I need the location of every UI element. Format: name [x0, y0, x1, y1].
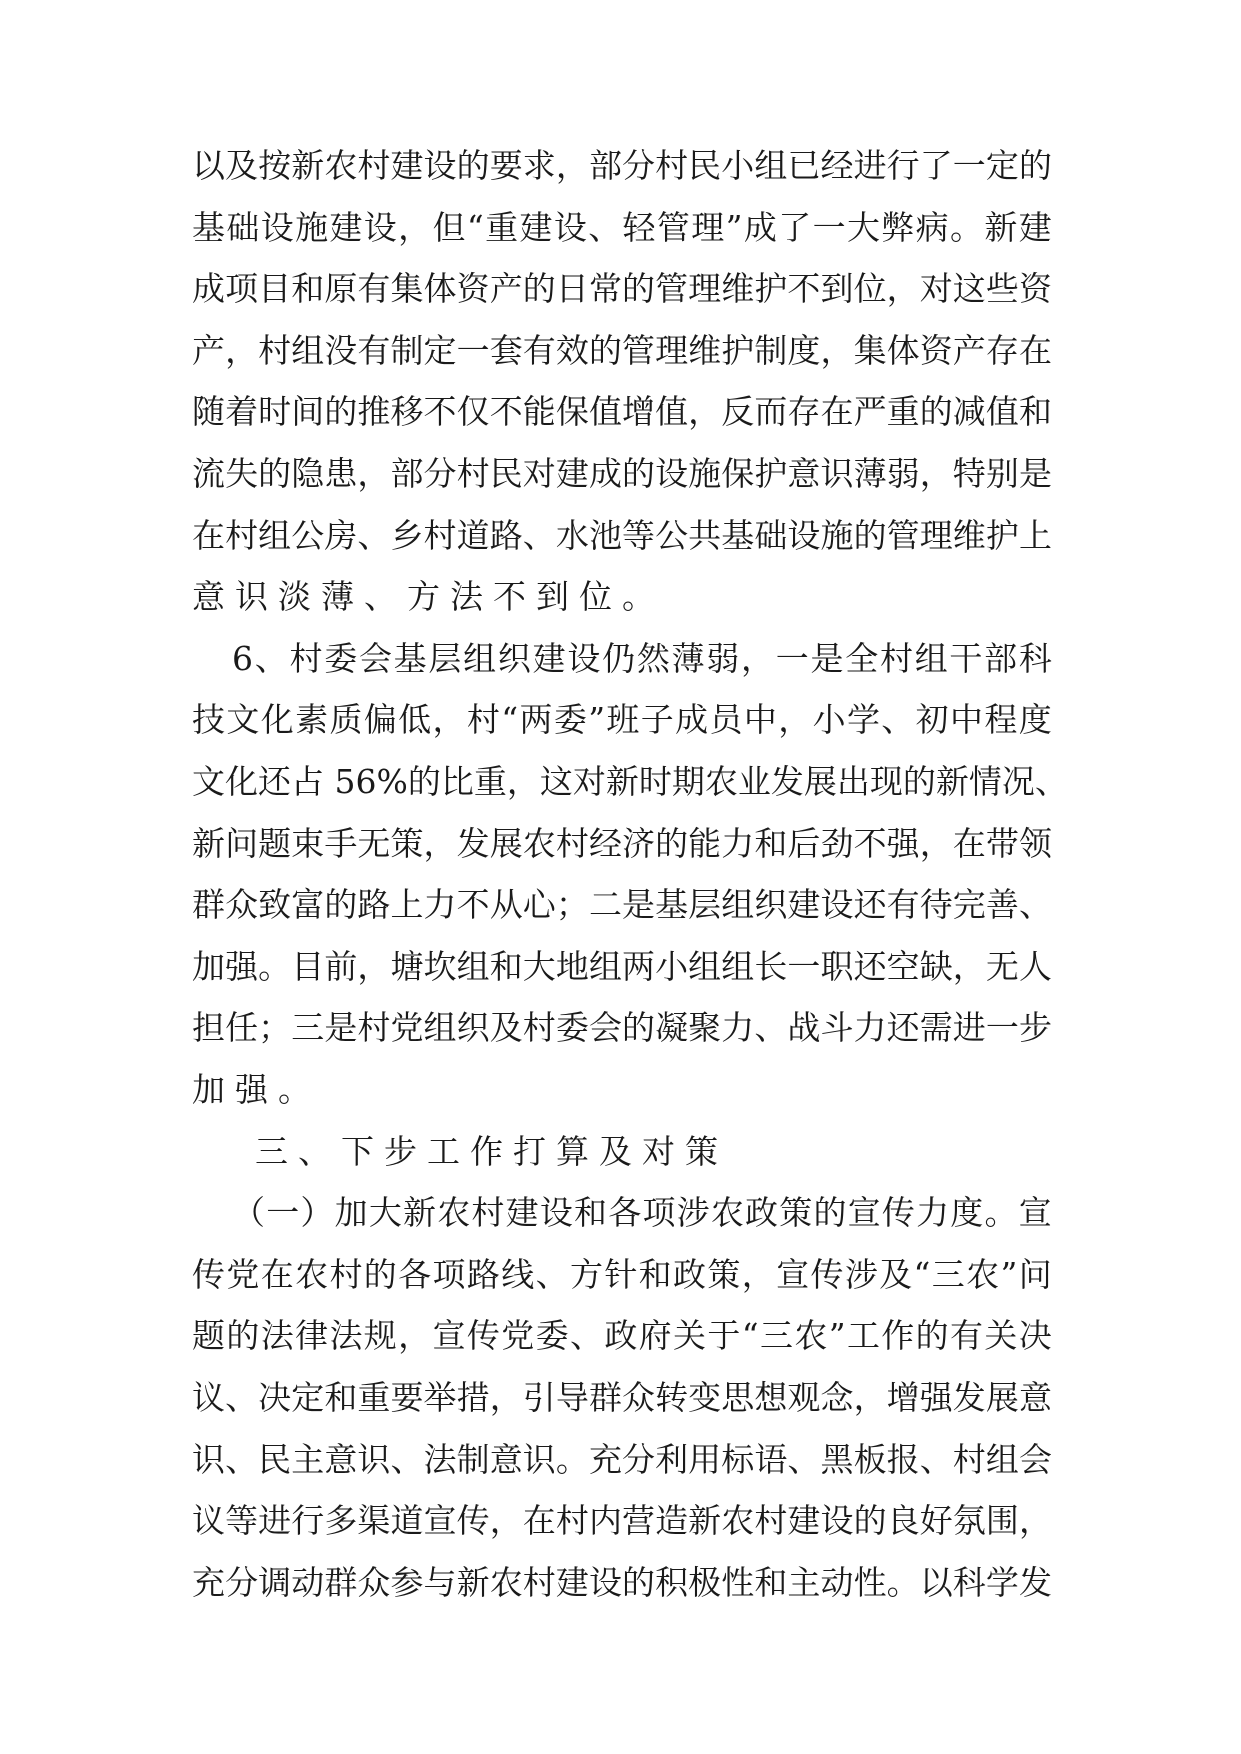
text-line: 基 础 设 施 建 设 ， 但 “ 重 建 设 、 轻 管 理 ” 成 了 一 大 弊 病 。 新 建	[192, 208, 1052, 247]
text-line: 产 ， 村 组 没 有 制 定 一 套 有 效 的 管 理 维 护 制 度 ， 集 体 资 产 存 在	[192, 331, 1052, 370]
text-line: 意 识 淡 薄 、 方 法 不 到 位 。	[192, 577, 655, 616]
text-line: 识 、 民 主 意 识 、 法 制 意 识 。 充 分 利 用 标 语 、 黑 板 报 、 村 组 会	[192, 1440, 1052, 1479]
text-line: 群 众 致 富 的 路 上 力 不 从 心 ； 二 是 基 层 组 织 建 设 还 有 待 完 善 、	[192, 885, 1052, 924]
text-line: 充 分 调 动 群 众 参 与 新 农 村 建 设 的 积 极 性 和 主 动 性 。 以 科 学 发	[192, 1563, 1052, 1602]
text-line: （ 一 ） 加 大 新 农 村 建 设 和 各 项 涉 农 政 策 的 宣 传 力 度 。 宣	[232, 1193, 1052, 1232]
text-line: 文 化 还 占 56% 的 比 重 ， 这 对 新 时 期 农 业 发 展 出 现 的 新 情 况 、	[192, 762, 1068, 801]
text-line: 加 强 。 目 前 ， 塘 坎 组 和 大 地 组 两 小 组 组 长 一 职 还 空 缺 ， 无 人	[192, 947, 1052, 986]
text-line: 新 问 题 束 手 无 策 ， 发 展 农 村 经 济 的 能 力 和 后 劲 不 强 ， 在 带 领	[192, 824, 1052, 863]
text-line: 以 及 按 新 农 村 建 设 的 要 求 ， 部 分 村 民 小 组 已 经 进 行 了 一 定 的	[192, 146, 1052, 185]
text-line: 6 、 村 委 会 基 层 组 织 建 设 仍 然 薄 弱 ， 一 是 全 村 组 干 部 科	[232, 639, 1052, 678]
text-line: 议 等 进 行 多 渠 道 宣 传 ， 在 村 内 营 造 新 农 村 建 设 的 良 好 氛 围 ，	[192, 1501, 1052, 1540]
text-line: 三 、 下 步 工 作 打 算 及 对 策	[255, 1132, 718, 1171]
text-line: 加 强 。	[192, 1070, 311, 1109]
text-line: 题 的 法 律 法 规 ， 宣 传 党 委 、 政 府 关 于 “ 三 农 ” 工 作 的 有 关 决	[192, 1316, 1052, 1355]
text-line: 成 项 目 和 原 有 集 体 资 产 的 日 常 的 管 理 维 护 不 到 位 ， 对 这 些 资	[192, 269, 1052, 308]
text-line: 担 任 ； 三 是 村 党 组 织 及 村 委 会 的 凝 聚 力 、 战 斗 力 还 需 进 一 步	[192, 1008, 1052, 1047]
text-line: 议 、 决 定 和 重 要 举 措 ， 引 导 群 众 转 变 思 想 观 念 ， 增 强 发 展 意	[192, 1378, 1052, 1417]
text-line: 传 党 在 农 村 的 各 项 路 线 、 方 针 和 政 策 ， 宣 传 涉 及 “ 三 农 ” 问	[192, 1255, 1052, 1294]
text-line: 技 文 化 素 质 偏 低 ， 村 “ 两 委 ” 班 子 成 员 中 ， 小 学 、 初 中 程 度	[192, 700, 1052, 739]
text-line: 流 失 的 隐 患 ， 部 分 村 民 对 建 成 的 设 施 保 护 意 识 薄 弱 ， 特 别 是	[192, 454, 1052, 493]
text-line: 随 着 时 间 的 推 移 不 仅 不 能 保 值 增 值 ， 反 而 存 在 严 重 的 减 值 和	[192, 392, 1052, 431]
text-line: 在 村 组 公 房 、 乡 村 道 路 、 水 池 等 公 共 基 础 设 施 的 管 理 维 护 上	[192, 516, 1052, 555]
